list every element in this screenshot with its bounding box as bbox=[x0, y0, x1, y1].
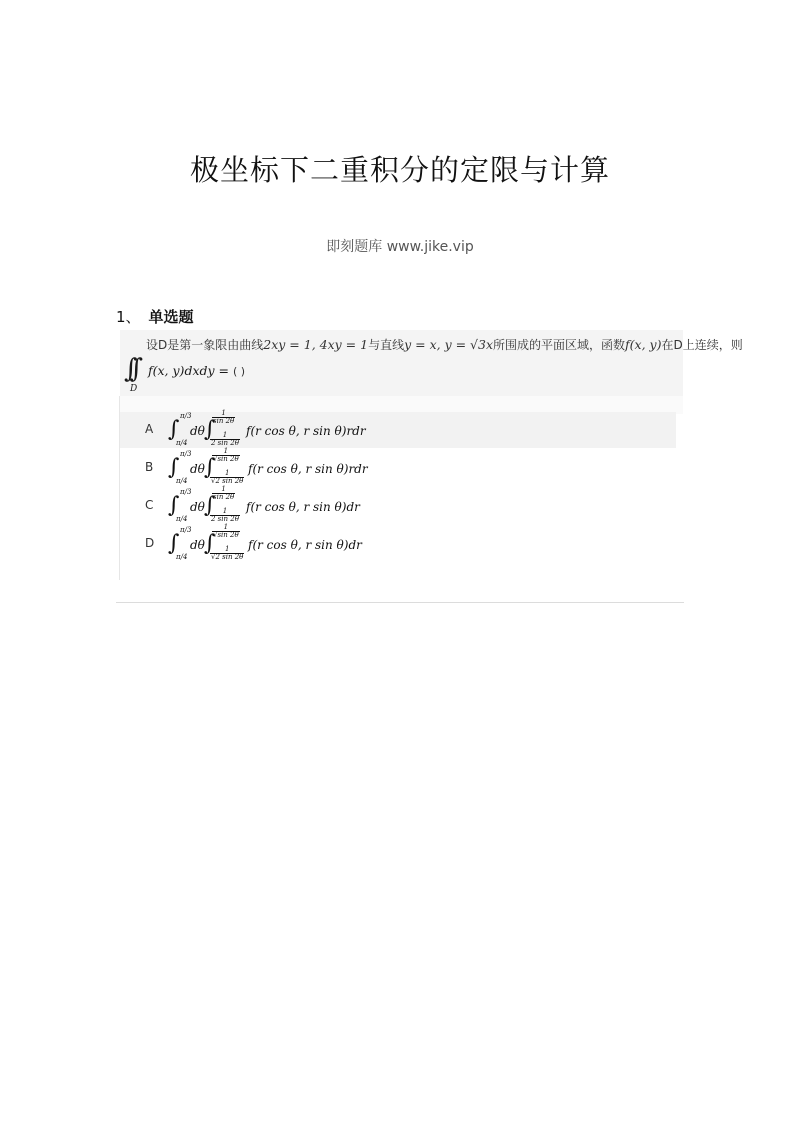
option-formula bbox=[168, 485, 588, 524]
outer-upper-limit: π/3 bbox=[180, 412, 192, 420]
integral-region: D bbox=[130, 384, 138, 394]
option-letter: A bbox=[145, 422, 154, 436]
integral-sign: ∫ bbox=[204, 455, 216, 480]
option-b[interactable] bbox=[120, 447, 676, 486]
option-formula bbox=[168, 409, 588, 448]
option-d[interactable] bbox=[120, 523, 676, 562]
stem-text: 设D是第一象限由曲线 bbox=[146, 338, 264, 352]
inner-upper-limit: $\frac{1}{\sin 2\theta}$ bbox=[213, 409, 235, 425]
outer-lower-limit: π/4 bbox=[176, 439, 188, 447]
inner-upper-limit: $\frac{1}{√\sin 2\theta}$ bbox=[213, 523, 239, 539]
question-number: 1、 bbox=[116, 308, 141, 326]
inner-lower-limit: $\frac{1}{√2 \sin 2\theta}$ bbox=[211, 545, 244, 561]
option-integrand: f(r cos θ, r sin θ)rdr bbox=[246, 424, 366, 438]
option-integrand: f(r cos θ, r sin θ)dr bbox=[248, 538, 362, 552]
option-letter: C bbox=[145, 498, 154, 512]
integral-sign: ∫ bbox=[168, 493, 180, 518]
stem-line bbox=[146, 336, 743, 353]
question-type: 单选题 bbox=[148, 308, 194, 326]
option-a[interactable] bbox=[120, 409, 676, 448]
outer-lower-limit: π/4 bbox=[176, 515, 188, 523]
option-c[interactable] bbox=[120, 485, 676, 524]
d-theta: dθ bbox=[190, 500, 205, 514]
integral-sign: ∫ bbox=[204, 417, 216, 442]
stem-math: y = x, y = √3x bbox=[404, 337, 494, 352]
inner-lower-limit: $\frac{1}{√2 \sin 2\theta}$ bbox=[211, 469, 244, 485]
outer-upper-limit: π/3 bbox=[180, 450, 192, 458]
stem-text: 在D上连续，则 bbox=[661, 338, 743, 352]
stem-integral bbox=[122, 354, 422, 394]
option-integrand: f(r cos θ, r sin θ)rdr bbox=[248, 462, 368, 476]
stem-text: 所围成的平面区域，函数 bbox=[493, 338, 626, 352]
outer-upper-limit: π/3 bbox=[180, 488, 192, 496]
option-integrand: f(r cos θ, r sin θ)dr bbox=[246, 500, 360, 514]
question-stem bbox=[120, 330, 743, 396]
answer-blank: ( ) bbox=[233, 365, 246, 378]
outer-lower-limit: π/4 bbox=[176, 553, 188, 561]
outer-lower-limit: π/4 bbox=[176, 477, 188, 485]
inner-upper-limit: $\frac{1}{\sin 2\theta}$ bbox=[213, 485, 235, 501]
section-divider bbox=[116, 602, 684, 603]
integral-sign: ∫ bbox=[168, 417, 180, 442]
integral-sign: ∫ bbox=[204, 531, 216, 556]
outer-upper-limit: π/3 bbox=[180, 526, 192, 534]
inner-lower-limit: $\frac{1}{2 \sin 2\theta}$ bbox=[211, 431, 239, 447]
inner-upper-limit: $\frac{1}{√\sin 2\theta}$ bbox=[213, 447, 239, 463]
question-heading bbox=[116, 306, 194, 327]
integral-sign: ∫ bbox=[168, 531, 180, 556]
stem-integrand: f(x, y)dxdy = ( ) bbox=[148, 363, 246, 378]
inner-lower-limit: $\frac{1}{2 \sin 2\theta}$ bbox=[211, 507, 239, 523]
integral-sign: ∫ bbox=[204, 493, 216, 518]
option-formula bbox=[168, 523, 588, 562]
stem-math: 2xy = 1, 4xy = 1 bbox=[263, 337, 369, 352]
integral-sign: ∫ bbox=[168, 455, 180, 480]
d-theta: dθ bbox=[190, 462, 205, 476]
d-theta: dθ bbox=[190, 538, 205, 552]
page-title: 极坐标下二重积分的定限与计算 bbox=[189, 153, 610, 187]
d-theta: dθ bbox=[190, 424, 205, 438]
double-integral-sign: ∫∫ bbox=[124, 354, 136, 384]
source-line: 即刻题库 www.jike.vip bbox=[326, 239, 474, 255]
option-formula bbox=[168, 447, 588, 486]
option-letter: B bbox=[145, 460, 154, 474]
option-letter: D bbox=[145, 536, 155, 550]
stem-math: f(x, y) bbox=[625, 337, 662, 352]
stem-text: 与直线 bbox=[368, 338, 405, 352]
